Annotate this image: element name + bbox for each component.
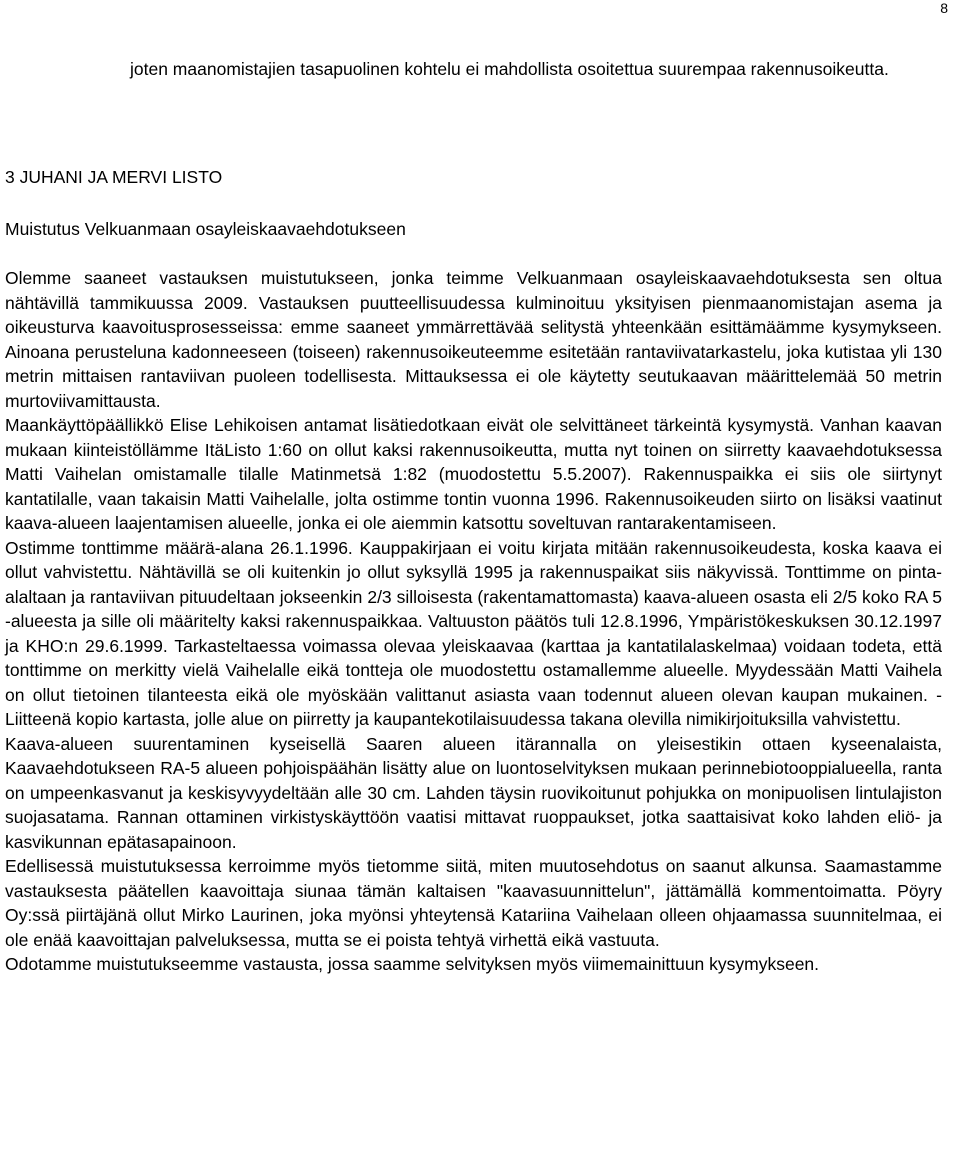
body-paragraph: Kaava-alueen suurentaminen kyseisellä Saaren alueen itärannalla on yleisestikin ottaen kyseenalaista, Kaavaehdotukseen RA-5 alueen pohjoispäähän lisätty alue on luontoselvityksen mukaan perinnebiotooppialueella, ranta on umpeenkasvanut ja keskisyvyydeltään alle 30 cm. Lahden täysin ruovikoitunut pohjukka on monipuolisen lintulajiston suojasatama. Rannan ottaminen virkistyskäyttöön vaatisi mittavat ruoppaukset, jotka saattaisivat koko lahden eliö- ja kasvikunnan epätasapainoon. xyxy=(5,733,942,852)
body-paragraph: Maankäyttöpäällikkö Elise Lehikoisen antamat lisätiedotkaan eivät ole selvittäneet tärkeintä kysymystä. Vanhan kaavan mukaan kiinteistöllämme ItäListo 1:60 on ollut kaksi rakennusoikeutta, mutta nyt toinen on siirretty kaavaehdotuksessa Matti Vaihelan omistamalle tilalle Matinmetsä 1:82 (muodostettu 5.5.2007). Rakennuspaikka ei siis ole siirtynyt kantatilalle, vaan takaisin Matti Vaihelalle, jolta ostimme tontin vuonna 1996. Rakennusoikeuden siirto on lisäksi vaatinut kaava-alueen laajentamisen alueelle, jonka ei ole aiemmin katsottu soveltuvan rantarakentamiseen. xyxy=(5,415,942,533)
body-paragraph: Edellisessä muistutuksessa kerroimme myös tietomme siitä, miten muutosehdotus on saanut alkunsa. Saamastamme vastauksesta päätellen kaavoittaja siunaa tämän kaltaisen "kaavasuunnittelun", jättämällä kommentoimatta. Pöyry Oy:ssä piirtäjänä ollut Mirko Laurinen, joka myönsi yhteytensä Katariina Vaihelaan olleen ohjaamassa suunnitelmaa, ei ole enää kaavoittajan palveluksessa, mutta se ei poista tehtyä virhettä eikä vastuuta. xyxy=(5,856,942,950)
section-subheading: Muistutus Velkuanmaan osayleiskaavaehdotukseen xyxy=(5,219,406,239)
page-number: 8 xyxy=(940,0,948,16)
body-paragraph: Odotamme muistutukseemme vastausta, jossa saamme selvityksen myös viimemainittuun kysymykseen. xyxy=(5,954,820,974)
body-paragraph: Ostimme tonttimme määrä-alana 26.1.1996. Kauppakirjaan ei voitu kirjata mitään rakennusoikeudesta, koska kaava ei ollut vahvistettu. Nähtävillä se oli kuitenkin jo ollut syksyllä 1995 ja rakennuspaikat siis näkyvissä. Tonttimme on pinta-alaltaan ja rantaviivan pituudeltaan jokseenkin 2/3 silloisesta (rakentamattomasta) kaava-alueen osasta eli 2/5 koko RA 5 -alueesta ja sille oli määritelty kaksi rakennuspaikkaa. Valtuuston päätös tuli 12.8.1996, Ympäristökeskuksen 30.12.1997 ja KHO:n 29.6.1999. Tarkasteltaessa voimassa olevaa yleiskaavaa (karttaa ja kantatilalaskelmaa) voidaan todeta, että tonttimme on merkitty vielä Vaihelalle eikä tontteja ole muodostettu ostamallemme alueelle. Myydessään Matti Vaihela on ollut tietoinen tilanteesta eikä ole myöskään valittanut asiasta vaan todennut alueen olevan kaupan mukainen. - Liitteenä kopio kartasta, jolle alue on piirretty ja kaupantekotilaisuudessa takana olevilla nimikirjoituksilla vahvistettu. xyxy=(5,537,942,729)
body-paragraph: Olemme saaneet vastauksen muistutukseen, jonka teimme Velkuanmaan osayleiskaavaehdotuksesta sen oltua nähtävillä tammikuussa 2009. Vastauksen puutteellisuudessa kulminoituu yksityisen pienmaanomistajan asema ja oikeusturva kaavoitusprosesseissa: emme saaneet ymmärrettävää selitystä yhteenkään esittämäämme kysymykseen. Ainoana perusteluna kadonneeseen (toiseen) rakennusoikeuteemme esitetään rantaviivatarkastelu, joka kutistaa yli 130 metrin mittaisen rantaviivan puoleen todellisesta. Mittauksessa ei ole käytetty seutukaavan määrittelemää 50 metrin murtoviivamittausta. xyxy=(5,268,942,411)
lead-paragraph: joten maanomistajien tasapuolinen kohtelu ei mahdollista osoitettua suurempaa rakennusoikeutta. xyxy=(130,59,889,79)
section-heading: 3 JUHANI JA MERVI LISTO xyxy=(5,167,223,187)
body-text xyxy=(5,266,942,977)
